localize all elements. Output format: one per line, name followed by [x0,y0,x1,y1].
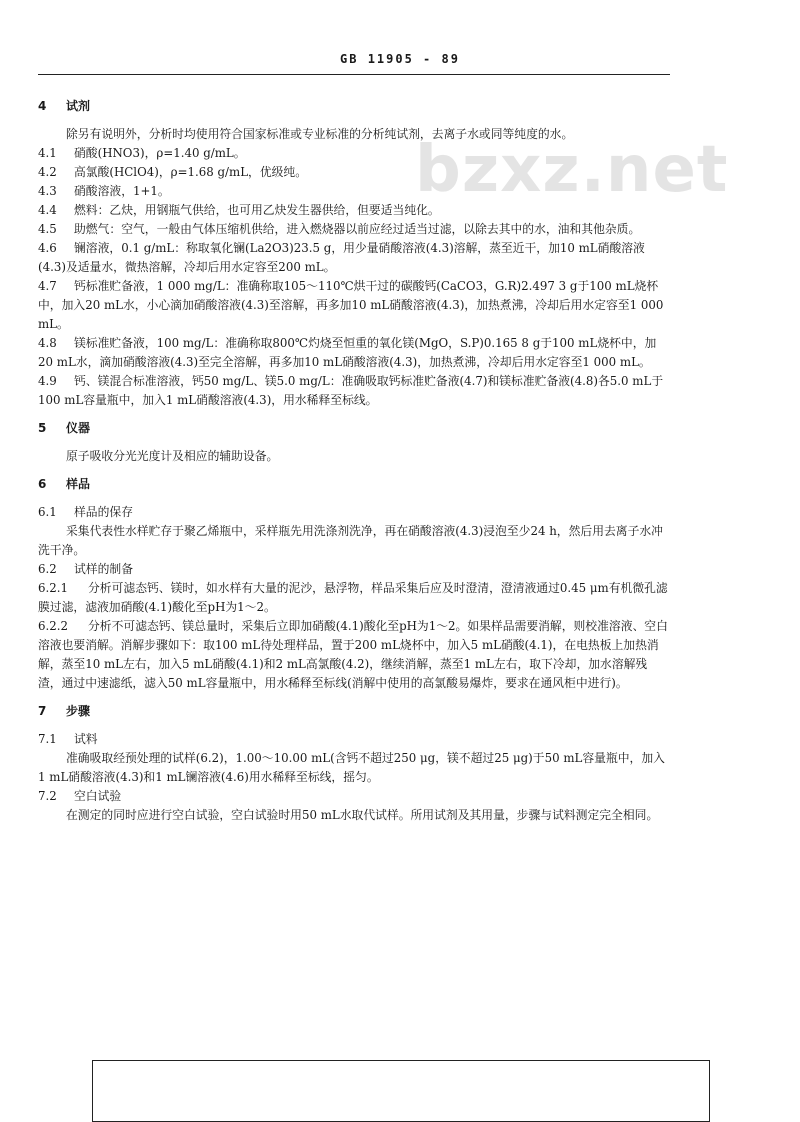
reagent-item: 4.9 钙、镁混合标准溶液，钙50 mg/L、镁5.0 mg/L：准确吸取钙标准贮备液(4.7)和镁标准贮备液(4.8)各5.0 mL于100 mL容量瓶中，加入1 mL硝酸溶液(4.3)，用水稀释至标线。 [38,374,664,407]
reagent-item: 4.3 硝酸溶液，1+1。 [38,184,170,198]
section-7-heading: 7 步骤 [38,704,91,718]
section-7-2-heading: 7.2 空白试验 [38,789,122,803]
section-5-heading: 5 仪器 [38,421,91,435]
reagent-item: 4.1 硝酸(HNO3)，ρ=1.40 g/mL。 [38,146,246,160]
section-6-1-text: 采集代表性水样贮存于聚乙烯瓶中，采样瓶先用洗涤剂洗净，再在硝酸溶液(4.3)浸泡至少24 h，然后用去离子水冲洗干净。 [38,524,663,557]
section-7-1-heading: 7.1 试料 [38,732,98,746]
watermark: bzxz.net [415,133,729,207]
section-4-heading: 4 试剂 [38,99,91,113]
bottom-table-border [92,1060,710,1122]
section-6-1-heading: 6.1 样品的保存 [38,505,133,519]
reagent-item: 4.5 助燃气：空气，一般由气体压缩机供给，进入燃烧器以前应经过适当过滤，以除去其中的水，油和其他杂质。 [38,222,641,236]
reagent-item: 4.4 燃料：乙炔，用钢瓶气供给，也可用乙炔发生器供给，但要适当纯化。 [38,203,440,217]
section-7-1-text: 准确吸取经预处理的试样(6.2)，1.00～10.00 mL(含钙不超过250 μg，镁不超过25 μg)于50 mL容量瓶中，加入1 mL硝酸溶液(4.3)和1 mL镧溶液(4.6)用水稀释至标线，摇匀。 [38,751,665,784]
section-7-2-text: 在测定的同时应进行空白试验，空白试验时用50 mL水取代试样。所用试剂及其用量，步骤与试料测定完全相同。 [66,808,659,822]
page-header-code: GB 11905 - 89 [340,52,460,66]
reagent-item: 4.7 钙标准贮备液，1 000 mg/L：准确称取105～110℃烘干过的碳酸钙(CaCO3，G.R)2.497 3 g于100 mL烧杯中，加入20 mL水，小心滴加硝酸溶液(4.3)至溶解，再多加10 mL硝酸溶液(4.3)，加热煮沸，冷却后用水定容至1 000 mL。 [38,279,664,331]
document-body [38,97,670,825]
section-6-heading: 6 样品 [38,477,91,491]
section-6-2-heading: 6.2 试样的制备 [38,562,133,576]
section-6-2-1: 6.2.1 分析可滤态钙、镁时，如水样有大量的泥沙，悬浮物，样品采集后应及时澄清，澄清液通过0.45 μm有机微孔滤膜过滤，滤液加硝酸(4.1)酸化至pH为1～2。 [38,581,668,614]
header-rule [38,74,670,75]
reagent-item: 4.2 高氯酸(HClO4)，ρ=1.68 g/mL，优级纯。 [38,165,308,179]
section-4-intro: 除另有说明外，分析时均使用符合国家标准或专业标准的分析纯试剂，去离子水或同等纯度的水。 [66,127,574,141]
section-5-text: 原子吸收分光光度计及相应的辅助设备。 [66,449,279,463]
reagent-item: 4.6 镧溶液，0.1 g/mL：称取氧化镧(La2O3)23.5 g，用少量硝酸溶液(4.3)溶解，蒸至近干，加10 mL硝酸溶液(4.3)及适量水，微热溶解，冷却后用水定容至200 mL。 [38,241,645,274]
section-6-2-2: 6.2.2 分析不可滤态钙、镁总量时，采集后立即加硝酸(4.1)酸化至pH为1～2。如果样品需要消解，则校准溶液、空白溶液也要消解。消解步骤如下：取100 mL待处理样品，置于200 mL烧杯中，加入5 mL硝酸(4.1)，在电热板上加热消解，蒸至10 mL左右，加入5 mL硝酸(4.1)和2 mL高氯酸(4.2)，继续消解，蒸至1 mL左右，取下冷却，加水溶解残渣，通过中速滤纸，滤入50 mL容量瓶中，用水稀释至标线(消解中使用的高氯酸易爆炸，要求在通风柜中进行)。 [38,619,668,690]
reagent-item: 4.8 镁标准贮备液，100 mg/L：准确称取800℃灼烧至恒重的氧化镁(MgO，S.P)0.165 8 g于100 mL烧杯中，加20 mL水，滴加硝酸溶液(4.3)至完全溶解，再多加10 mL硝酸溶液(4.3)，加热煮沸，冷却后用水定容至1 000 mL。 [38,336,657,369]
